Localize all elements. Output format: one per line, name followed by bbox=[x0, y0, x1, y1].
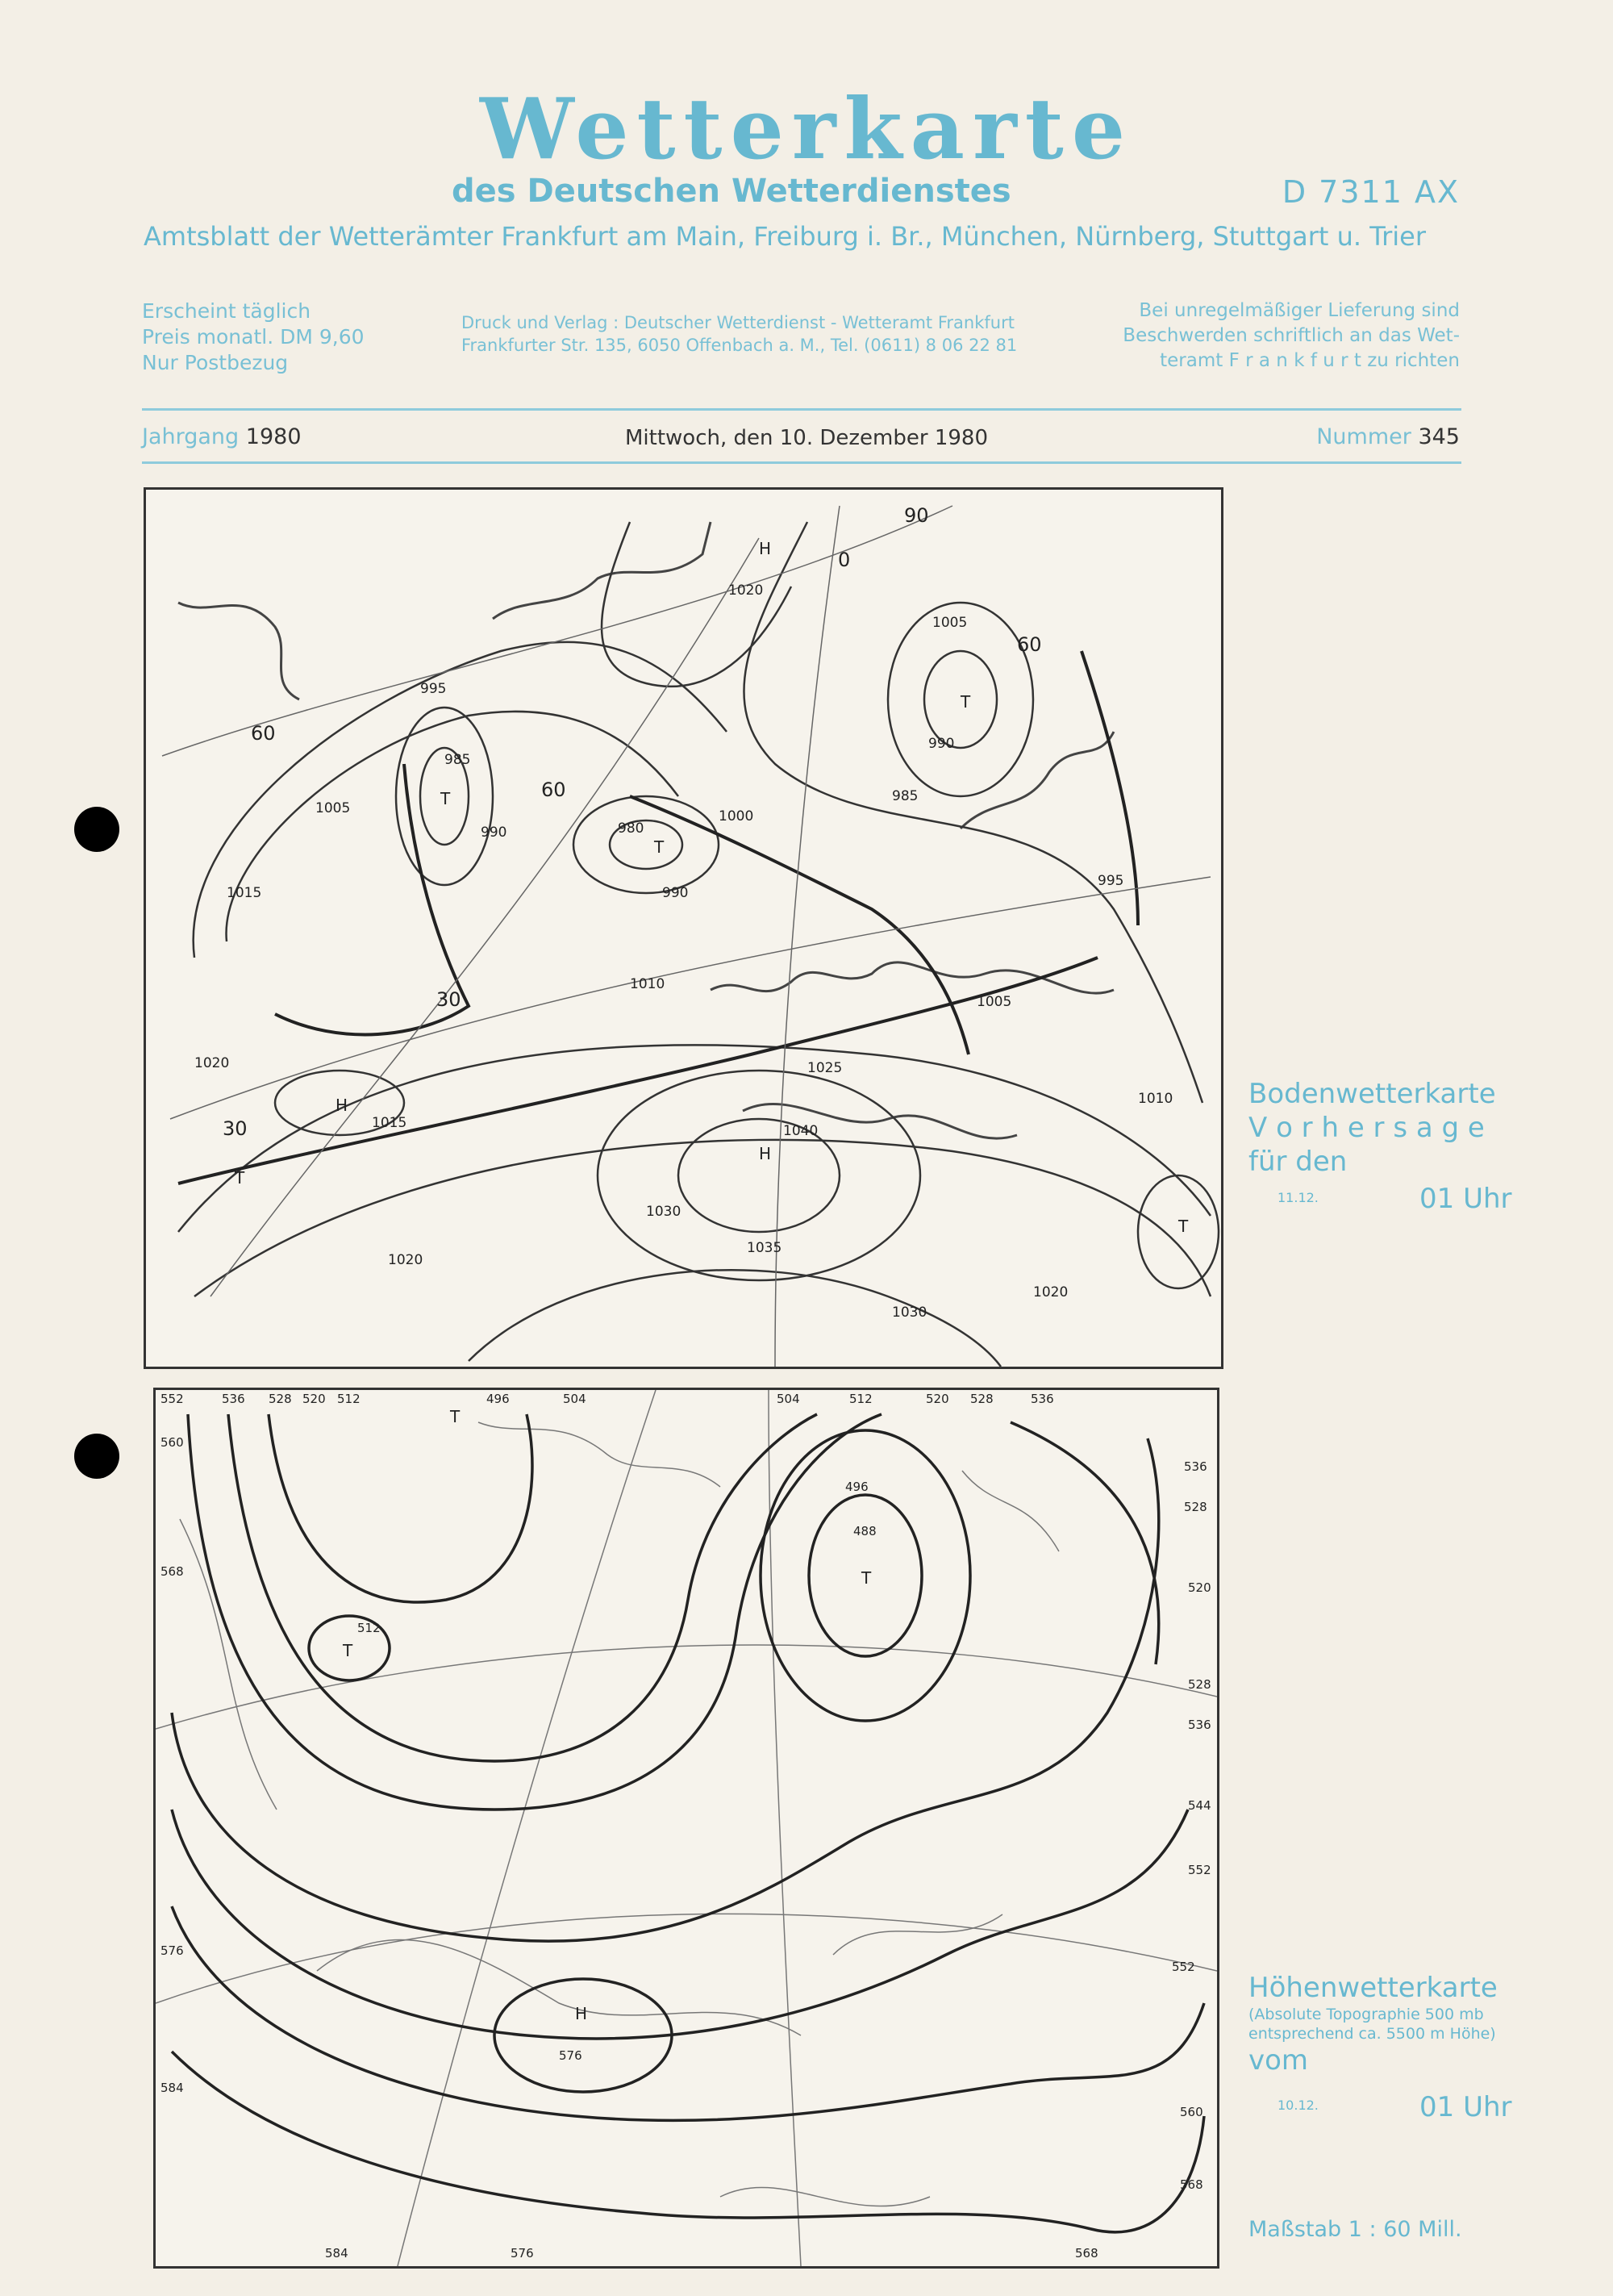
caption-vom: vom bbox=[1248, 2044, 1309, 2077]
contour-label: 512 bbox=[337, 1392, 361, 1406]
contour-label: 528 bbox=[970, 1392, 994, 1406]
pressure-symbol: T bbox=[235, 1168, 245, 1188]
graticule-label: 60 bbox=[541, 779, 566, 801]
pressure-symbol: T bbox=[654, 837, 665, 857]
contour-label: 560 bbox=[160, 1435, 184, 1450]
isobar-label: 1030 bbox=[646, 1204, 681, 1220]
amtsblatt-line: Amtsblatt der Wetterämter Frankfurt am Main, Freiburg i. Br., München, Nürnberg, Stuttgart u. Trier bbox=[144, 221, 1426, 252]
graticule-label: 90 bbox=[904, 504, 929, 527]
info-line: Erscheint täglich bbox=[142, 299, 311, 323]
isobar-label: 1015 bbox=[227, 885, 262, 901]
isobar-label: 980 bbox=[618, 820, 644, 837]
contour-label: 536 bbox=[1031, 1392, 1054, 1406]
info-line: Frankfurter Str. 135, 6050 Offenbach a. M., Tel. (0611) 8 06 22 81 bbox=[461, 336, 1018, 355]
contour bbox=[228, 1414, 817, 1761]
contour-label: 488 bbox=[853, 1524, 877, 1538]
pressure-symbol: T bbox=[440, 789, 451, 808]
contour-label: 576 bbox=[559, 2048, 582, 2063]
isobar-label: 1005 bbox=[977, 994, 1012, 1010]
map-scale: Maßstab 1 : 60 Mill. bbox=[1248, 2217, 1462, 2242]
info-line: Preis monatl. DM 9,60 bbox=[142, 325, 365, 349]
graticule-label: 30 bbox=[223, 1117, 248, 1140]
nummer-value: 345 bbox=[1418, 424, 1460, 449]
coastline-scandinavia bbox=[961, 732, 1114, 829]
surface-map-time: 01 Uhr bbox=[1419, 1183, 1512, 1215]
isobar-label: 1020 bbox=[1033, 1284, 1069, 1300]
header-rule-top bbox=[142, 408, 1461, 411]
contour-label: 552 bbox=[160, 1392, 184, 1406]
contour-label: 520 bbox=[926, 1392, 949, 1406]
contour-label: 576 bbox=[511, 2246, 534, 2261]
contour-label: 552 bbox=[1188, 1863, 1211, 1877]
isobar-label: 995 bbox=[1098, 873, 1124, 889]
pressure-symbol: H bbox=[336, 1096, 348, 1115]
contour bbox=[1011, 1422, 1159, 1664]
pressure-symbol: H bbox=[759, 1144, 772, 1163]
isobar bbox=[194, 642, 727, 958]
caption-line: V o r h e r s a g e bbox=[1248, 1112, 1485, 1144]
upper-map-date: 10.12. bbox=[1277, 2098, 1319, 2113]
caption-note: (Absolute Topographie 500 mb bbox=[1248, 2006, 1484, 2023]
info-line: teramt F r a n k f u r t zu richten bbox=[1160, 350, 1460, 371]
graticule-line bbox=[156, 1645, 1217, 1729]
coastline-canada bbox=[178, 603, 299, 699]
contour-label: 512 bbox=[849, 1392, 873, 1406]
upper-map-caption bbox=[1248, 1971, 1498, 2077]
header-rule-bottom bbox=[142, 461, 1461, 464]
contour-label: 584 bbox=[325, 2246, 348, 2261]
surface-map-caption bbox=[1248, 1077, 1496, 1179]
caption-note: entsprechend ca. 5500 m Höhe) bbox=[1248, 2025, 1496, 2043]
postal-code: D 7311 AX bbox=[1282, 174, 1460, 210]
graticule-label: 60 bbox=[1017, 633, 1042, 656]
isobar bbox=[744, 522, 1202, 1103]
pressure-symbol: T bbox=[1178, 1217, 1189, 1236]
caption-line: für den bbox=[1248, 1146, 1348, 1178]
caption-title: Höhenwetterkarte bbox=[1248, 1972, 1498, 2004]
isobar-label: 1010 bbox=[1138, 1091, 1173, 1107]
coastline-europe bbox=[711, 962, 1114, 993]
publisher-info bbox=[461, 311, 1017, 357]
isobar-label: 1040 bbox=[783, 1123, 819, 1139]
upper-air-map bbox=[153, 1388, 1219, 2269]
contour-label: 536 bbox=[1188, 1718, 1211, 1732]
isobar-label: 1020 bbox=[728, 582, 764, 599]
isobar-label: 1020 bbox=[194, 1055, 230, 1071]
graticule-label: 60 bbox=[251, 722, 276, 745]
jahrgang-label: Jahrgang bbox=[142, 424, 240, 449]
contour-label: 536 bbox=[222, 1392, 245, 1406]
graticule-line bbox=[775, 506, 843, 1367]
isobar-label: 1025 bbox=[807, 1060, 843, 1076]
contour-label: 584 bbox=[160, 2081, 184, 2095]
pressure-symbol: T bbox=[861, 1568, 872, 1588]
graticule-line bbox=[170, 877, 1211, 1119]
pressure-symbol: T bbox=[343, 1641, 353, 1660]
isobar bbox=[178, 1045, 1211, 1232]
isobar-low bbox=[573, 796, 719, 893]
contour-label: 512 bbox=[357, 1621, 381, 1635]
contour-label: 568 bbox=[160, 1564, 184, 1579]
info-line: Beschwerden schriftlich an das Wet- bbox=[1123, 325, 1460, 346]
contour-label: 544 bbox=[1188, 1798, 1211, 1813]
graticule-line bbox=[398, 1390, 656, 2266]
isobar-label: 995 bbox=[420, 681, 447, 697]
contour-label: 552 bbox=[1172, 1960, 1195, 1974]
isobar-label: 1035 bbox=[747, 1240, 782, 1256]
isobar-label: 1020 bbox=[388, 1252, 423, 1268]
graticule-line bbox=[210, 538, 759, 1296]
graticule-line bbox=[769, 1390, 801, 2266]
contour-label: 576 bbox=[160, 1943, 184, 1958]
contour-label: 520 bbox=[1188, 1580, 1211, 1595]
contour bbox=[269, 1414, 532, 1602]
contour-label: 504 bbox=[777, 1392, 800, 1406]
caption-line: Bodenwetterkarte bbox=[1248, 1078, 1496, 1110]
isobar bbox=[227, 712, 678, 941]
contour-label: 528 bbox=[269, 1392, 292, 1406]
contour-label: 568 bbox=[1075, 2246, 1098, 2261]
contour-label: 568 bbox=[1180, 2177, 1203, 2192]
contour-label: 560 bbox=[1180, 2105, 1203, 2119]
contour bbox=[188, 1414, 882, 1810]
info-line: Nur Postbezug bbox=[142, 351, 289, 374]
isobar-label: 1010 bbox=[630, 976, 665, 992]
isobar-label: 1030 bbox=[892, 1305, 927, 1321]
pressure-symbol: T bbox=[450, 1407, 461, 1426]
punch-hole bbox=[74, 807, 119, 852]
contour-label: 520 bbox=[302, 1392, 326, 1406]
nummer-label: Nummer bbox=[1316, 424, 1411, 449]
coastline-greenland bbox=[493, 522, 711, 619]
info-line: Druck und Verlag : Deutscher Wetterdienst - Wetteramt Frankfurt bbox=[461, 313, 1015, 332]
subscription-info bbox=[142, 298, 365, 376]
graticule-label: 0 bbox=[838, 549, 851, 571]
isobar-label: 1005 bbox=[315, 800, 351, 816]
graticule-line bbox=[156, 1914, 1217, 2003]
contour-label: 504 bbox=[563, 1392, 586, 1406]
pressure-symbol: T bbox=[961, 692, 971, 712]
complaint-info bbox=[1123, 298, 1460, 374]
contour-label: 496 bbox=[486, 1392, 510, 1406]
jahrgang-value: 1980 bbox=[245, 424, 302, 449]
contour-label: 528 bbox=[1188, 1677, 1211, 1692]
contour bbox=[172, 1438, 1159, 1941]
issue-date: Mittwoch, den 10. Dezember 1980 bbox=[625, 426, 988, 450]
pressure-symbol: H bbox=[575, 2004, 588, 2023]
contour-label: 496 bbox=[845, 1480, 869, 1494]
publication-subtitle: des Deutschen Wetterdienstes bbox=[452, 173, 1011, 210]
isobar-label: 985 bbox=[444, 752, 471, 768]
isobar-label: 1005 bbox=[932, 615, 968, 631]
isobar-label: 990 bbox=[662, 885, 689, 901]
isobar-label: 990 bbox=[481, 824, 507, 841]
contour-label: 528 bbox=[1184, 1500, 1207, 1514]
isobar-label: 985 bbox=[892, 788, 919, 804]
info-line: Bei unregelmäßiger Lieferung sind bbox=[1139, 300, 1460, 321]
pressure-symbol: H bbox=[759, 539, 772, 558]
surface-weather-map bbox=[144, 487, 1223, 1369]
upper-map-time: 01 Uhr bbox=[1419, 2091, 1512, 2123]
contour-label: 536 bbox=[1184, 1459, 1207, 1474]
isobar-label: 1000 bbox=[719, 808, 754, 824]
nummer bbox=[1316, 424, 1460, 449]
isobar-label: 990 bbox=[928, 736, 955, 752]
isobar-label: 1015 bbox=[372, 1115, 407, 1131]
surface-map-date: 11.12. bbox=[1277, 1190, 1319, 1205]
graticule-label: 30 bbox=[436, 988, 461, 1011]
punch-hole bbox=[74, 1434, 119, 1479]
publication-title: Wetterkarte bbox=[480, 79, 1133, 178]
